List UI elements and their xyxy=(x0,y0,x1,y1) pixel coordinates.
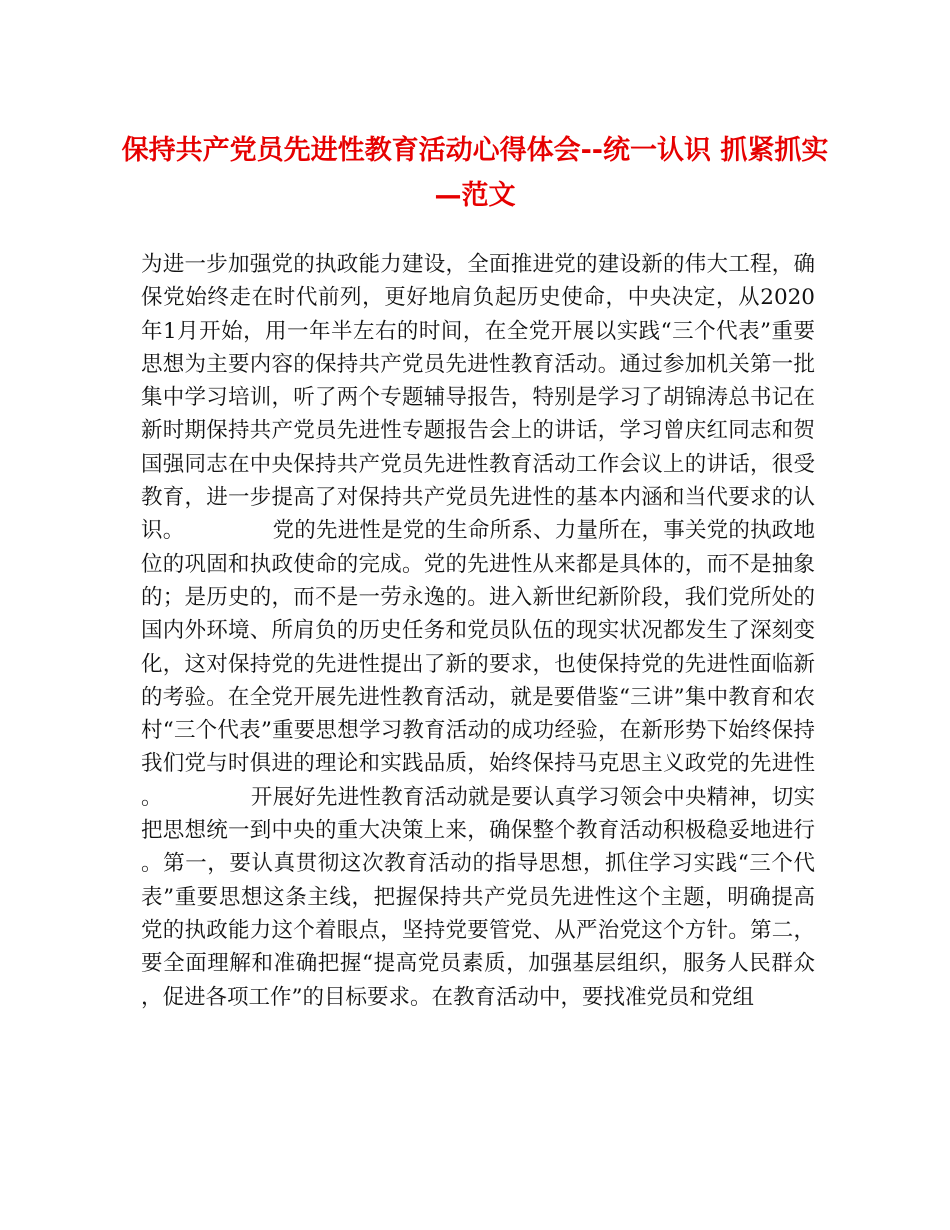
document-title: 保持共产党员先进性教育活动心得体会--统一认识 抓紧抓实—范文 xyxy=(121,135,829,211)
paragraph-3: 开展好先进性教育活动就是要认真学习领会中央精神，切实把思想统一到中央的重大决策上来，确保整个教育活动积极稳妥地进行。第一，要认真贯彻这次教育活动的指导思想，抓住学习实践“三个代表”重要思想这条主线，把握保持共产党员先进性这个主题，明确提高党的执政能力这个着眼点，坚持党要管党、从严治党这个方针。第二，要全面理解和准确把握“提高党员素质，加强基层组织，服务人民群众，促进各项工作”的目标要求。在教育活动中，要找准党员和党组 xyxy=(141,784,815,1010)
paragraph-1: 为进一步加强党的执政能力建设，全面推进党的建设新的伟大工程，确保党始终走在时代前列，更好地肩负起历史使命，中央决定，从2020年1月开始，用一年半左右的时间，在全党开展以实践“三个代表”重要思想为主要内容的保持共产党员先进性教育活动。通过参加机关第一批集中学习培训，听了两个专题辅导报告，特别是学习了胡锦涛总书记在新时期保持共产党员先进性专题报告会上的讲话，学习曾庆红同志和贺国强同志在中央保持共产党员先进性教育活动工作会议上的讲话，很受教育，进一步提高了对保持共产党员先进性的基本内涵和当代要求的认识。 xyxy=(141,252,815,544)
paragraph-2: 党的先进性是党的生命所系、力量所在，事关党的执政地位的巩固和执政使命的完成。党的先进性从来都是具体的，而不是抽象的；是历史的，而不是一劳永逸的。进入新世纪新阶段，我们党所处的国内外环境、所肩负的历史任务和党员队伍的现实状况都发生了深刻变化，这对保持党的先进性提出了新的要求，也使保持党的先进性面临新的考验。在全党开展先进性教育活动，就是要借鉴“三讲”集中教育和农村“三个代表”重要思想学习教育活动的成功经验，在新形势下始终保持我们党与时俱进的理论和实践品质，始终保持马克思主义政党的先进性。 xyxy=(141,518,815,810)
document-body xyxy=(141,248,815,1014)
